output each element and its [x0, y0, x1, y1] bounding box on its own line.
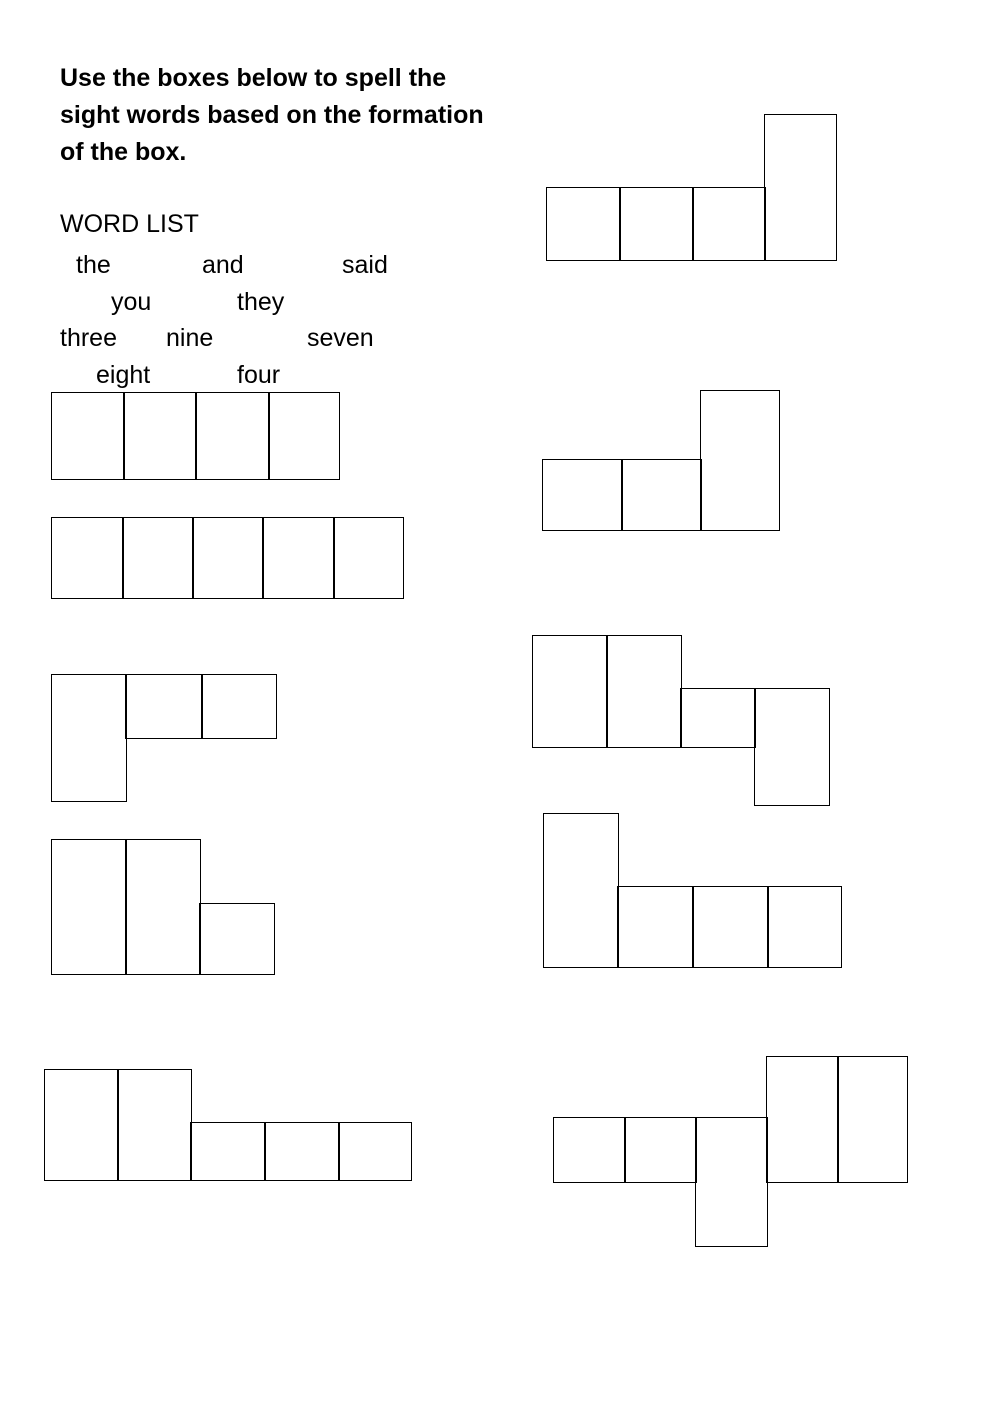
letter-box[interactable] — [553, 1117, 626, 1183]
letter-box[interactable] — [542, 459, 623, 531]
word-list-item: said — [342, 251, 388, 279]
instructions-text: Use the boxes below to spell the sight words based on the formation of the box. — [60, 64, 484, 166]
word-list-item: you — [111, 288, 152, 316]
letter-box[interactable] — [51, 674, 127, 802]
letter-box[interactable] — [546, 187, 621, 261]
letter-box[interactable] — [122, 517, 194, 599]
letter-box[interactable] — [606, 635, 682, 748]
word-list-item: nine — [166, 324, 214, 352]
word-list-item: they — [237, 288, 285, 316]
letter-box[interactable] — [125, 839, 201, 975]
letter-box[interactable] — [624, 1117, 697, 1183]
letter-box[interactable] — [764, 114, 837, 261]
word-list-item: and — [202, 251, 244, 279]
letter-box[interactable] — [617, 886, 694, 968]
letter-box[interactable] — [51, 517, 124, 599]
letter-box[interactable] — [338, 1122, 412, 1181]
letter-box[interactable] — [333, 517, 404, 599]
word-list-item: the — [76, 251, 111, 279]
letter-box[interactable] — [51, 392, 125, 480]
letter-box[interactable] — [262, 517, 335, 599]
letter-box[interactable] — [619, 187, 694, 261]
letter-box[interactable] — [543, 813, 619, 968]
word-list-title: WORD LIST — [60, 210, 199, 238]
word-list-item: three — [60, 324, 117, 352]
word-list-item: seven — [307, 324, 374, 352]
letter-box[interactable] — [264, 1122, 340, 1181]
letter-box[interactable] — [199, 903, 275, 975]
letter-box[interactable] — [192, 517, 264, 599]
word-list-item: eight — [96, 361, 151, 389]
letter-box[interactable] — [766, 1056, 839, 1183]
letter-box[interactable] — [621, 459, 702, 531]
letter-box[interactable] — [680, 688, 756, 748]
letter-box[interactable] — [268, 392, 340, 480]
letter-box[interactable] — [754, 688, 830, 806]
letter-box[interactable] — [123, 392, 197, 480]
letter-box[interactable] — [692, 187, 766, 261]
letter-box[interactable] — [201, 674, 277, 739]
word-list-item: four — [237, 361, 281, 389]
letter-box[interactable] — [190, 1122, 266, 1181]
letter-box[interactable] — [195, 392, 270, 480]
letter-box[interactable] — [695, 1117, 768, 1247]
letter-box[interactable] — [117, 1069, 192, 1181]
letter-box[interactable] — [125, 674, 203, 739]
letter-box[interactable] — [700, 390, 780, 531]
letter-box[interactable] — [767, 886, 842, 968]
letter-box[interactable] — [532, 635, 608, 748]
letter-box[interactable] — [44, 1069, 119, 1181]
letter-box[interactable] — [692, 886, 769, 968]
letter-box[interactable] — [51, 839, 127, 975]
letter-box[interactable] — [837, 1056, 908, 1183]
